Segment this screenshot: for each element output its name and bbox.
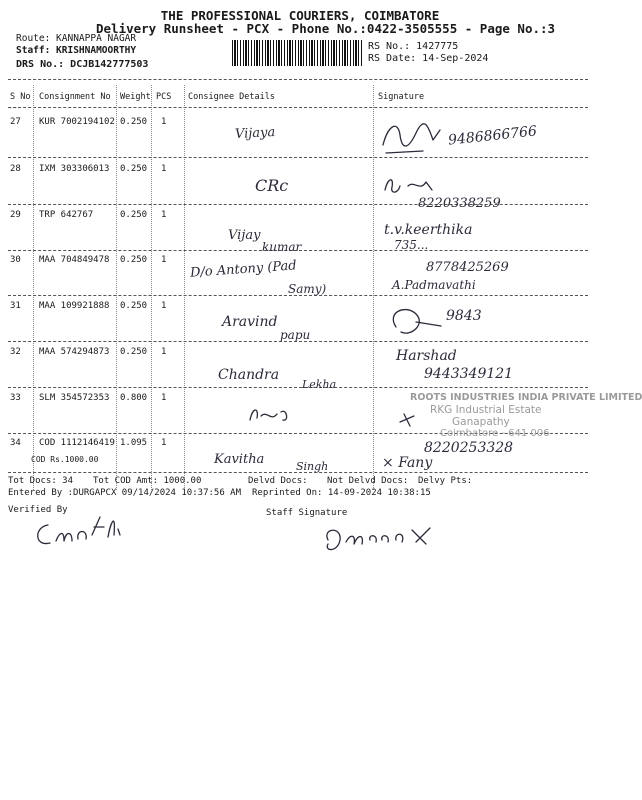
staff-signature: [320, 518, 450, 563]
col-consignee-details: Consignee Details: [188, 92, 275, 102]
handwritten-phone-27: 9486866766: [447, 123, 538, 149]
handwritten-consignee-31b: papu: [280, 328, 311, 342]
handwritten-phone-29: 735...: [394, 238, 429, 252]
divider: [8, 472, 588, 473]
reprinted-on: Reprinted On: 14-09-2024 10:38:15: [252, 488, 431, 498]
total-cod-amount: Tot COD Amt: 1000.00: [93, 476, 202, 486]
row-pieces: 1: [161, 255, 167, 265]
col-weight: Weight: [120, 92, 151, 102]
col-pcs: PCS: [156, 92, 172, 102]
handwritten-consignee-29b: kumar: [262, 240, 302, 254]
handwritten-consignee-30a: D/o Antony (Pad: [189, 258, 298, 281]
row-pieces: 1: [161, 438, 167, 448]
signature-31: [386, 302, 446, 342]
signature-33: [396, 410, 418, 428]
staff-label: Staff: KRISHNAMOORTHY: [16, 45, 137, 56]
signature-27: [378, 115, 448, 160]
row-consignment-number: SLM 354572353: [39, 393, 110, 403]
row-weight: 0.250: [120, 301, 148, 311]
row-consignment-number: MAA 574294873: [39, 347, 110, 357]
handwritten-phone-28: 8220338259: [418, 196, 501, 211]
column-separator: [116, 85, 117, 490]
company-stamp-line3: Ganapathy: [452, 416, 510, 428]
handwritten-mark-33: [245, 402, 295, 428]
row-consignment-number: MAA 704849478: [39, 255, 110, 265]
handwritten-consignee-32a: Chandra: [218, 367, 280, 383]
row-consignment-number: IXM 303306013: [39, 164, 110, 174]
row-divider: [8, 157, 588, 158]
row-weight: 0.250: [120, 164, 148, 174]
row-serial-number: 27: [10, 117, 21, 127]
verified-by-label: Verified By: [8, 505, 68, 515]
handwritten-signature-34-text: Fany: [398, 455, 433, 471]
handwritten-phone-32: 9443349121: [424, 366, 514, 382]
rs-date: RS Date: 14-Sep-2024: [368, 53, 489, 64]
barcode: [232, 40, 362, 66]
handwritten-consignee-31a: Aravind: [222, 314, 278, 330]
handwritten-phone-33: 8220253328: [424, 440, 514, 456]
handwritten-consignee-28: CRc: [255, 176, 289, 195]
company-stamp-line1: ROOTS INDUSTRIES INDIA PRIVATE LIMITED: [410, 392, 642, 403]
verifier-signature: [30, 505, 130, 555]
divider: [8, 79, 588, 80]
row-pieces: 1: [161, 393, 167, 403]
handwritten-consignee-30b: Samy): [288, 282, 327, 296]
row-pieces: 1: [161, 347, 167, 357]
row-serial-number: 33: [10, 393, 21, 403]
company-stamp-line2: RKG Industrial Estate: [430, 404, 542, 416]
row-consignment-number: COD 1112146419: [39, 438, 115, 448]
row-divider: [8, 204, 588, 205]
handwritten-signature-30: A.Padmavathi: [392, 278, 476, 292]
route-label: Route: KANNAPPA NAGAR: [16, 33, 137, 44]
col-consignment: Consignment No: [39, 92, 111, 102]
handwritten-signature-34: × Fany: [382, 455, 433, 471]
handwritten-consignee-29a: Vijay: [228, 228, 261, 243]
handwritten-phone-31: 9843: [446, 308, 482, 324]
entered-by: Entered By :DURGAPCX 09/14/2024 10:37:56 AM: [8, 488, 241, 498]
row-consignment-number: KUR 7002194102: [39, 117, 115, 127]
row-serial-number: 32: [10, 347, 21, 357]
handwritten-consignee-27: Vijaya: [234, 124, 276, 143]
column-separator: [373, 85, 374, 490]
handwritten-consignee-32b: Lekha: [302, 378, 337, 391]
row-weight: 1.095: [120, 438, 148, 448]
row-divider: [8, 387, 588, 388]
row-pieces: 1: [161, 210, 167, 220]
total-docs: Tot Docs: 34: [8, 476, 74, 486]
rs-number: RS No.: 1427775: [368, 41, 459, 52]
divider: [8, 107, 588, 108]
company-stamp-line4: Coimbatore - 641 006: [440, 428, 550, 439]
column-separator: [184, 85, 185, 490]
col-sno: S No: [10, 92, 31, 102]
row-serial-number: 31: [10, 301, 21, 311]
row-serial-number: 28: [10, 164, 21, 174]
row-serial-number: 34: [10, 438, 21, 448]
row-pieces: 1: [161, 164, 167, 174]
handwritten-phone-30: 8778425269: [426, 260, 509, 275]
row-weight: 0.250: [120, 347, 148, 357]
drs-number: DRS No.: DCJB142777503: [16, 59, 149, 70]
delivered-docs: Delvd Docs:: [248, 476, 308, 486]
row-weight: 0.250: [120, 117, 148, 127]
divider-mark: --: [8, 103, 18, 112]
company-title: THE PROFESSIONAL COURIERS, COIMBATORE: [160, 8, 440, 23]
runsheet-subtitle: Delivery Runsheet - PCX - Phone No.:0422-3505555 - Page No.:3: [96, 21, 556, 36]
row-consignment-number: TRP 642767: [39, 210, 94, 220]
row-weight: 0.250: [120, 255, 148, 265]
column-separator: [33, 85, 34, 490]
col-signature: Signature: [378, 92, 425, 102]
staff-signature-label: Staff Signature: [266, 508, 348, 518]
row-pieces: 1: [161, 301, 167, 311]
row-cod-note: COD Rs.1000.00: [31, 455, 99, 464]
row-serial-number: 29: [10, 210, 21, 220]
row-weight: 0.800: [120, 393, 148, 403]
handwritten-signature-29: t.v.keerthika: [384, 222, 473, 238]
handwritten-consignee-34b: Singh: [296, 460, 329, 473]
handwritten-signature-32: Harshad: [396, 348, 457, 364]
not-delivered-docs: Not Delvd Docs:: [327, 476, 409, 486]
row-pieces: 1: [161, 117, 167, 127]
handwritten-consignee-34a: Kavitha: [214, 452, 265, 467]
row-consignment-number: MAA 109921888: [39, 301, 110, 311]
column-separator: [151, 85, 152, 490]
row-serial-number: 30: [10, 255, 21, 265]
row-weight: 0.250: [120, 210, 148, 220]
delivery-points: Delvy Pts:: [418, 476, 473, 486]
